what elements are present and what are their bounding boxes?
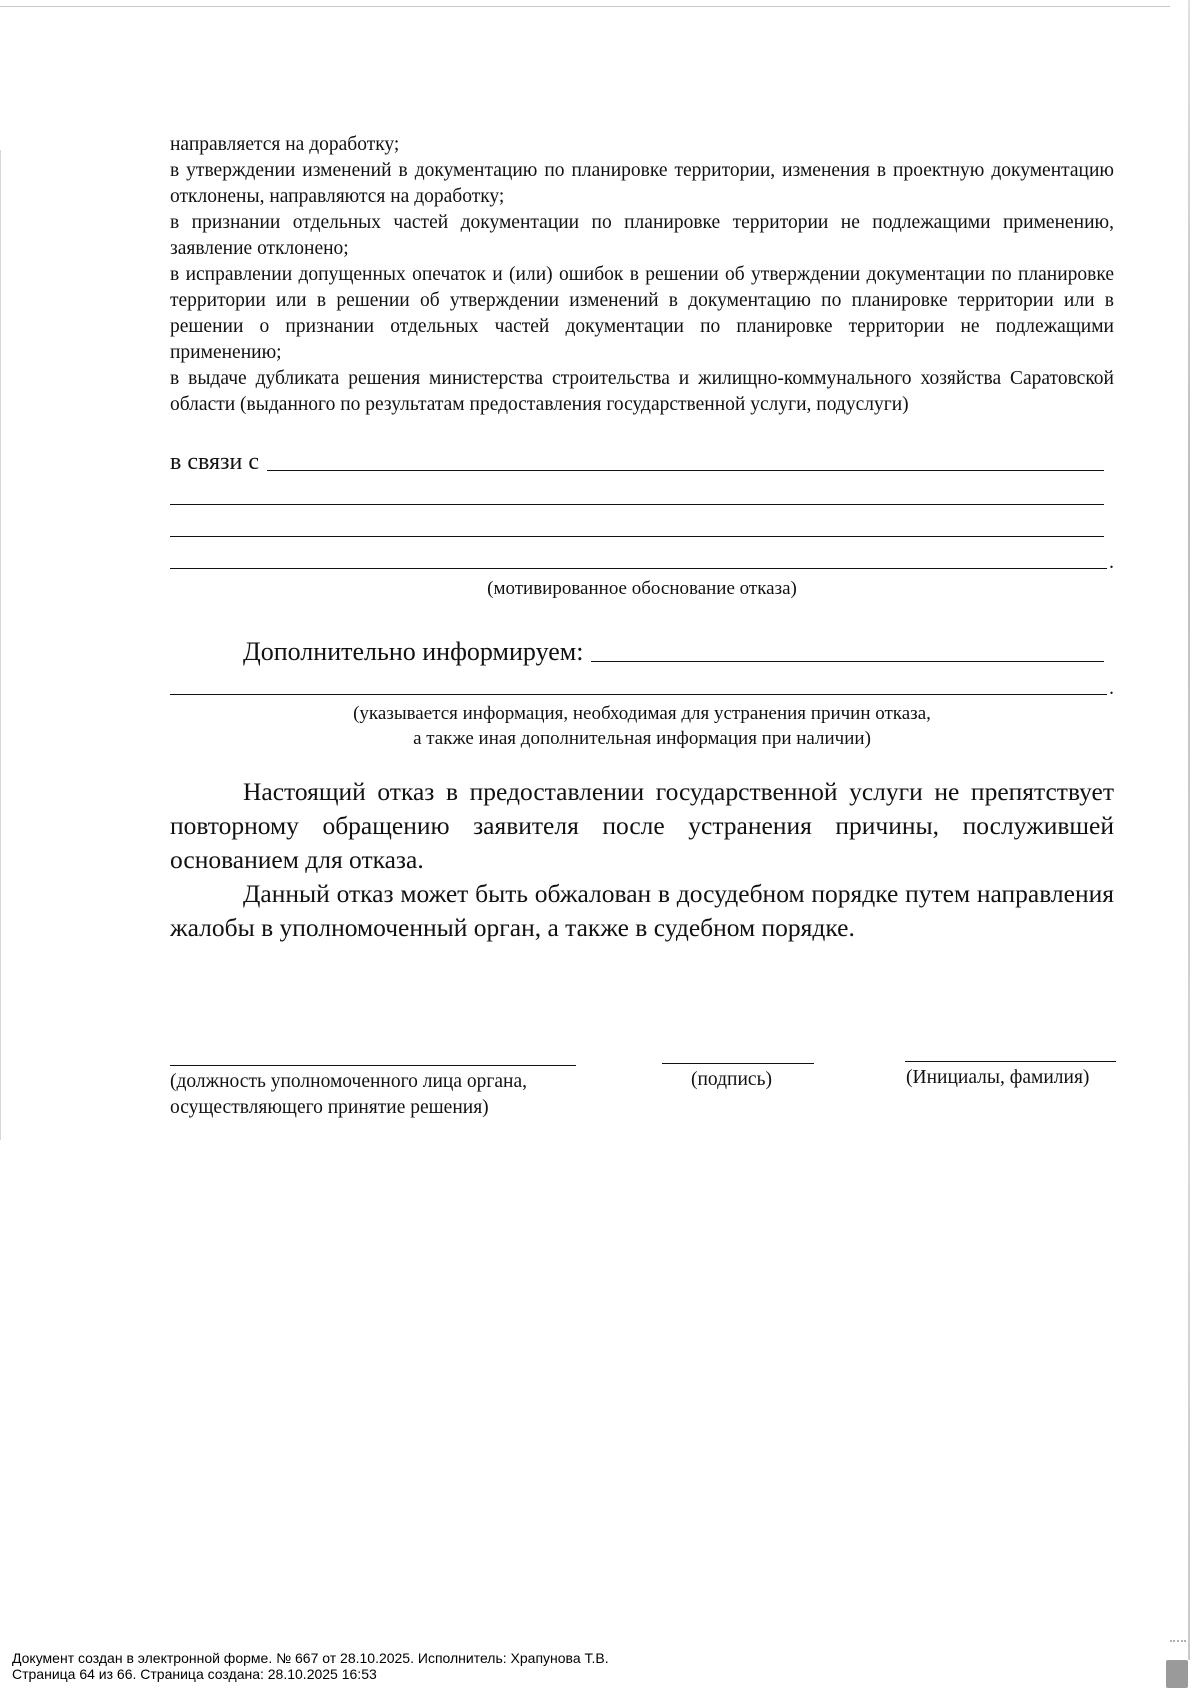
additional-line-2 [170,676,1114,698]
reason-line-4 [170,550,1114,572]
scan-edge-left [0,150,1,1140]
position-caption [170,1069,527,1121]
blank-line [170,694,1107,695]
reason-terminator: . [1109,551,1114,573]
list-item: в утверждении изменений в документацию по планировке территории, изменения в проектную документацию отклонены, направляются на доработку; [170,160,1114,207]
list-item: в исправлении допущенных опечаток и (или) ошибок в решении об утверждении документации по планировке территории или в решении об утверждении изменений в документацию по планировке территории или в решении о признании отдельных частей документации по планировке территории не подлежащими применению; [170,264,1114,363]
blank-line [170,536,1104,537]
reason-label: в связи с [170,449,260,475]
position-caption-line-1: (должность уполномоченного лица органа, [170,1071,528,1092]
list-item: в признании отдельных частей документации по планировке территории не подлежащими применению, заявление отклонено; [170,212,1114,259]
additional-terminator: . [1109,677,1114,699]
reason-line-3 [170,518,1104,540]
footer-line-2: Страница 64 из 66. Страница создана: 28.10.2025 16:53 [12,1666,377,1682]
reason-line-1 [170,449,1104,475]
footer-line-1: Документ создан в электронной форме. № 667 от 28.10.2025. Исполнитель: Храпунова Т.В. [12,1650,609,1666]
blank-line [170,568,1107,569]
blank-line [170,504,1104,505]
blank-line [267,470,1104,471]
additional-caption-line-1: (указывается информация, необходимая для устранения причин отказа, [353,703,931,724]
reason-caption: (мотивированное обоснование отказа) [487,578,797,599]
name-caption: (Инициалы, фамилия) [906,1067,1090,1088]
name-sign-line [905,1061,1116,1062]
additional-line-1 [243,637,1104,666]
scan-edge-top [0,6,1170,7]
blank-line [591,661,1104,662]
list-item: в выдаче дубликата решения министерства строительства и жилищно-коммунального хозяйства Саратовской области (выданного по результатам предоставления государственной услуги, подуслуги) [170,368,1114,415]
scan-corner-mark [1166,1660,1188,1688]
reason-line-2 [170,486,1104,508]
document-footer [12,1650,609,1682]
scan-corner-mark-top [1170,1640,1186,1654]
position-sign-line [170,1065,576,1066]
position-caption-line-2: осуществляющего принятие решения) [170,1097,489,1118]
signature-caption: (подпись) [691,1069,772,1090]
additional-caption-line-2: а также иная дополнительная информация при наличии) [413,728,871,749]
refusal-options-list [170,132,1114,418]
paragraph-appeal: Данный отказ может быть обжалован в досудебном порядке путем направления жалобы в уполномоченный орган, а также в судебном порядке. [170,879,1114,942]
body-paragraphs [170,775,1114,945]
paragraph-refusal-not-preventing: Настоящий отказ в предоставлении государственной услуги не препятствует повторному обращению заявителя после устранения причины, послужившей основанием для отказа. [170,777,1114,874]
additional-caption [170,701,1114,751]
signature-sign-line [662,1063,814,1064]
additional-label: Дополнительно информируем: [243,637,584,666]
scan-edge-right [1188,0,1190,1660]
list-item: направляется на доработку; [170,134,400,155]
